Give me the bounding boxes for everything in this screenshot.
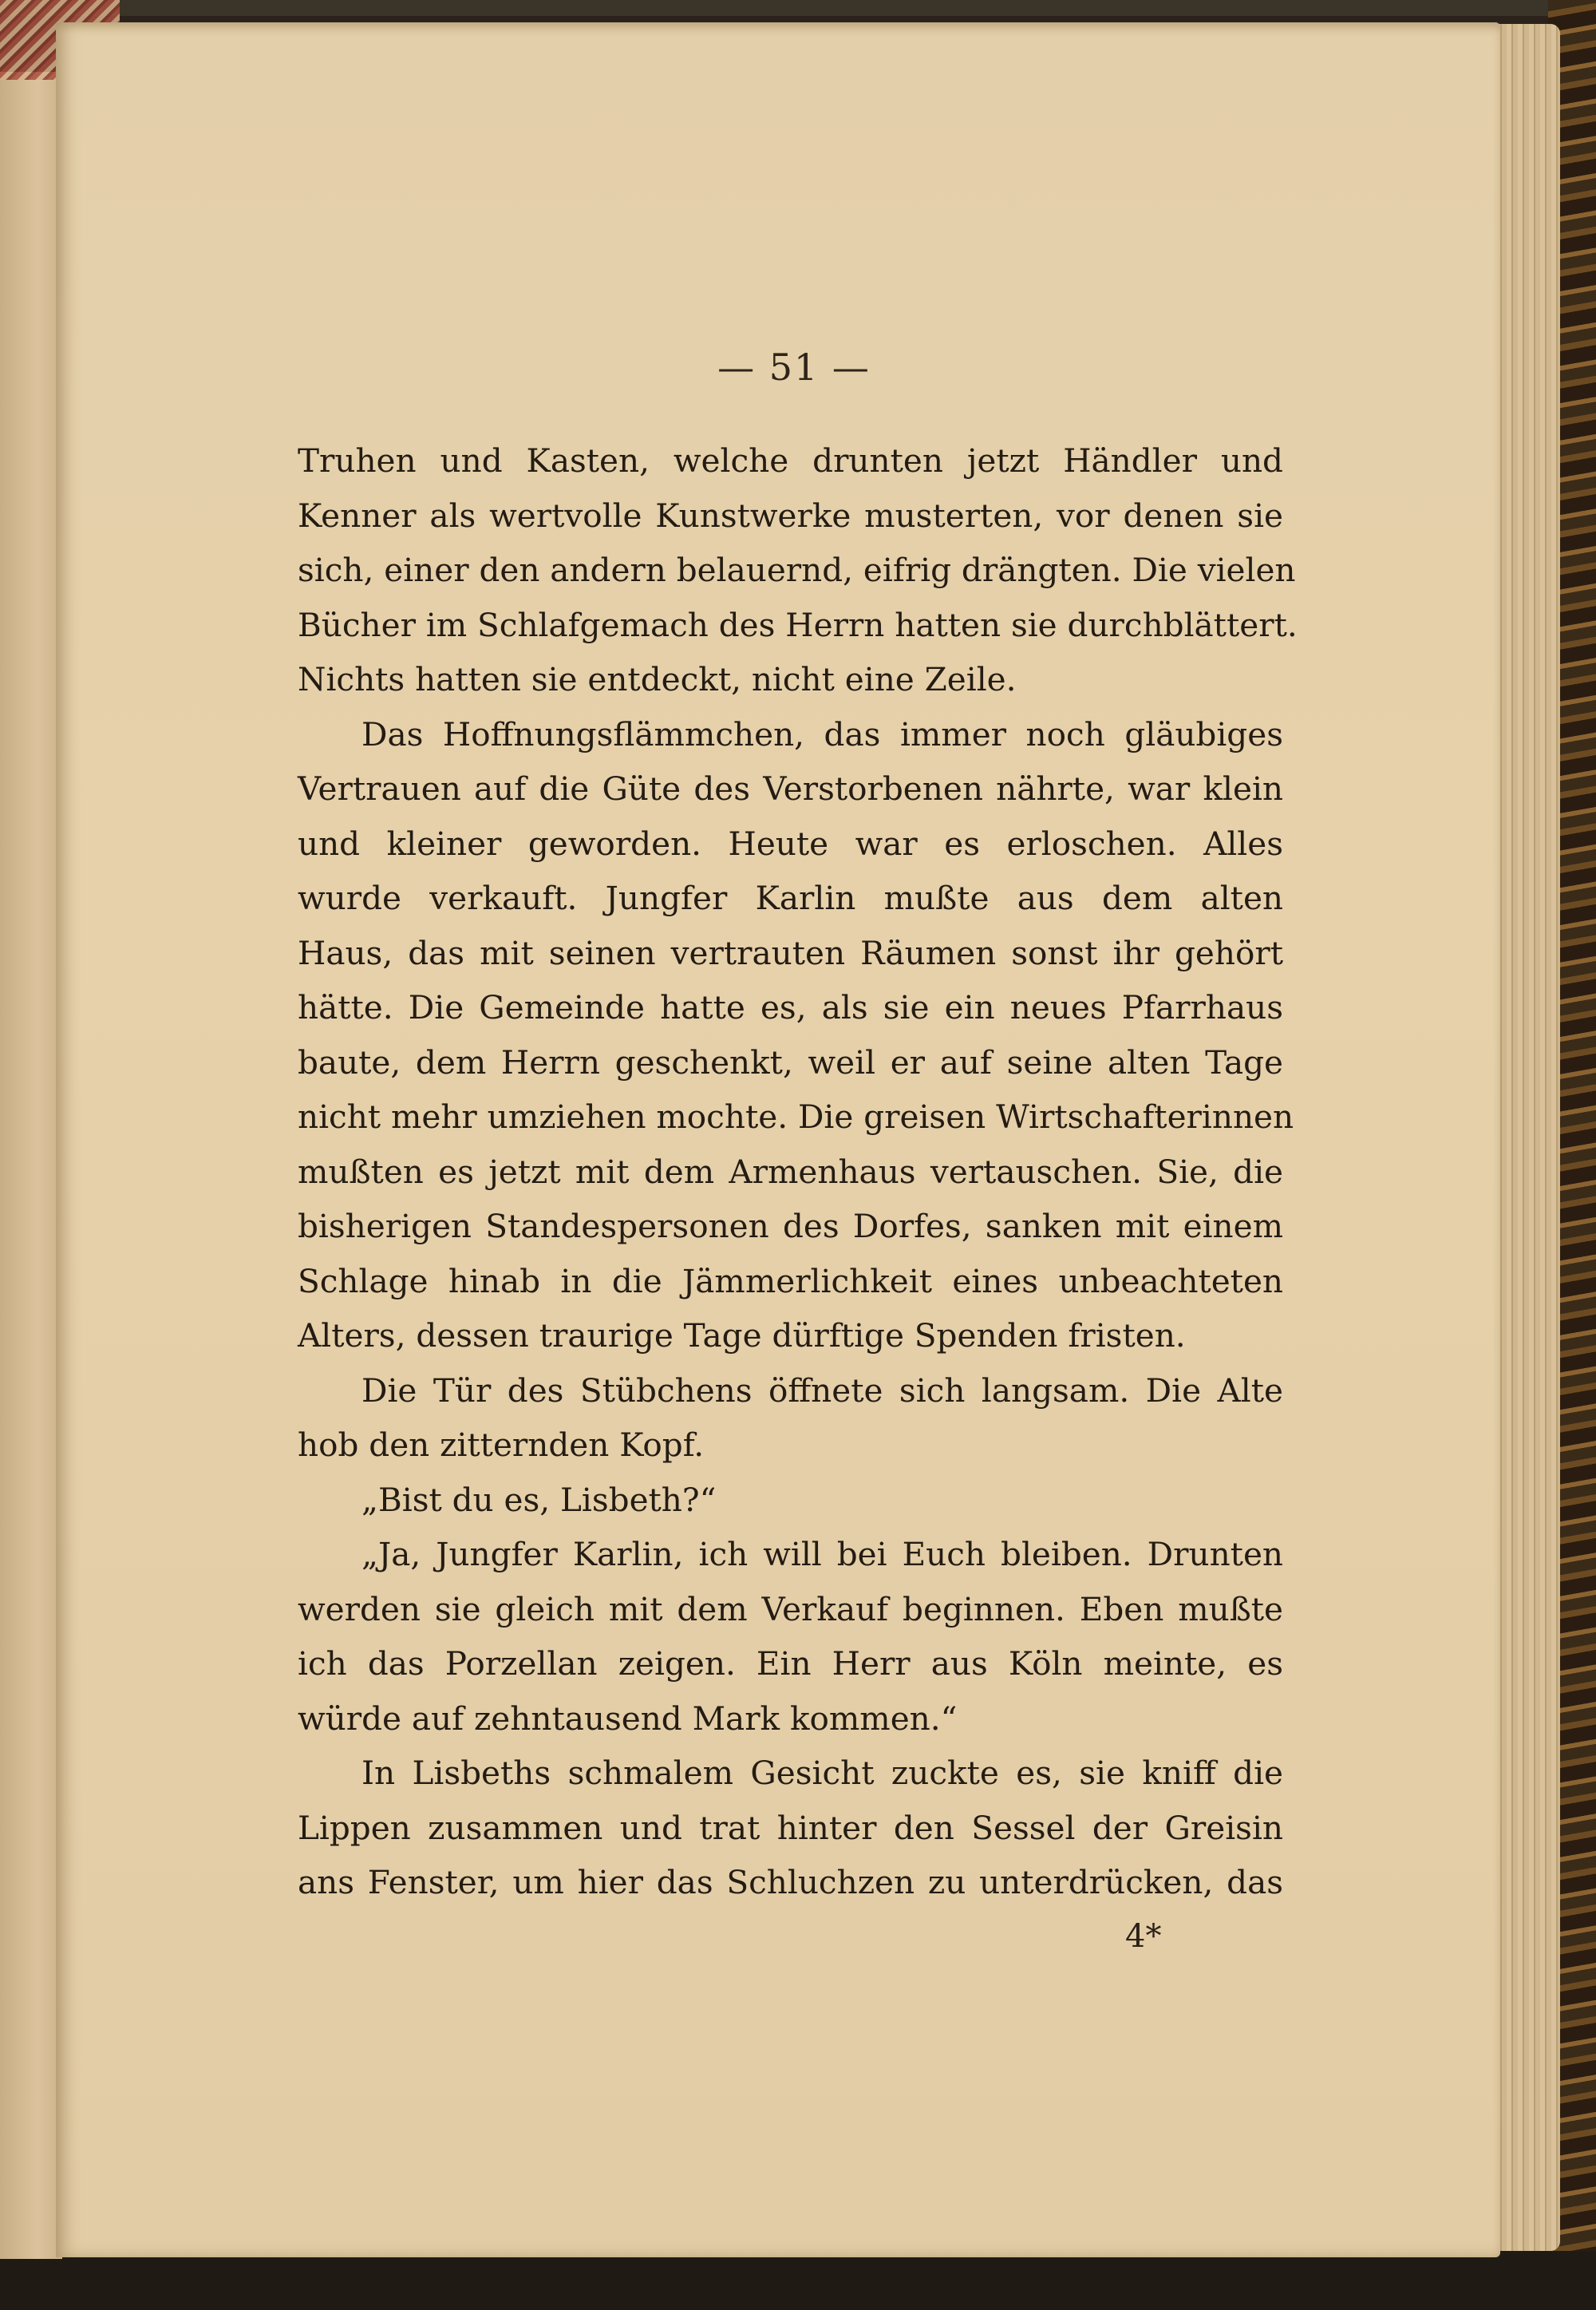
text-line: Alters, dessen traurige Tage dürftige Spenden fristen. [298,1316,1186,1355]
text-line: Lippen zusammen und trat hinter den Sessel der Greisin [298,1808,1283,1847]
text-line: „Ja, Jungfer Karlin, ich will bei Euch bleiben. Drunten [361,1535,1283,1573]
page-number: — 51 — [717,346,871,389]
text-line: und kleiner geworden. Heute war es erloschen. Alles [298,824,1283,863]
text-line: Das Hoffnungsflämmchen, das immer noch gläubiges [361,714,1283,754]
text-line: ich das Porzellan zeigen. Ein Herr aus Köln meinte, es [298,1644,1283,1683]
text-line: hob den zitternden Kopf. [298,1426,705,1464]
text-line: Die Tür des Stübchens öffnete sich langsam. Die Alte [361,1371,1283,1410]
text-line: baute, dem Herrn geschenkt, weil er auf seine alten Tage [298,1042,1283,1082]
text-line: Kenner als wertvolle Kunstwerke musterten, vor denen sie [298,496,1283,535]
text-line: bisherigen Standespersonen des Dorfes, sanken mit einem [298,1207,1283,1245]
text-line: In Lisbeths schmalem Gesicht zuckte es, sie kniff die [361,1754,1283,1792]
text-line: Haus, das mit seinen vertrauten Räumen sonst ihr gehört [298,933,1283,972]
text-line: Bücher im Schlafgemach des Herrn hatten sie durchblättert. [298,605,1298,644]
left-leaf-sliver [0,72,62,2259]
text-line: ans Fenster, um hier das Schluchzen zu unterdrücken, das [298,1863,1283,1901]
text-line: würde auf zehntausend Mark kommen.“ [298,1699,958,1738]
text-line: Nichts hatten sie entdeckt, nicht eine Zeile. [298,660,1017,698]
text-line: werden sie gleich mit dem Verkauf beginnen. Eben mußte [298,1589,1283,1628]
book-cover-top-edge [0,0,1596,16]
text-line: nicht mehr umziehen mochte. Die greisen Wirtschafterinnen [298,1098,1294,1136]
text-line: wurde verkauft. Jungfer Karlin mußte aus dem alten [298,879,1283,917]
text-line: mußten es jetzt mit dem Armenhaus vertauschen. Sie, die [298,1152,1283,1191]
text-line: Vertrauen auf die Güte des Verstorbenen nährte, war klein [298,769,1283,808]
book-page [56,22,1500,2257]
text-line: Truhen und Kasten, welche drunten jetzt Händler und [298,441,1283,480]
body-text [298,433,1298,1910]
table-surface [0,2251,1596,2310]
text-line: „Bist du es, Lisbeth?“ [361,1480,717,1519]
text-line: sich, einer den andern belauernd, eifrig drängten. Die vielen [298,551,1296,589]
text-line: hätte. Die Gemeinde hatte es, als sie ein neues Pfarrhaus [298,988,1283,1026]
signature-mark: 4* [1125,1918,1162,1955]
text-line: Schlage hinab in die Jämmerlichkeit eines unbeachteten [298,1261,1283,1300]
